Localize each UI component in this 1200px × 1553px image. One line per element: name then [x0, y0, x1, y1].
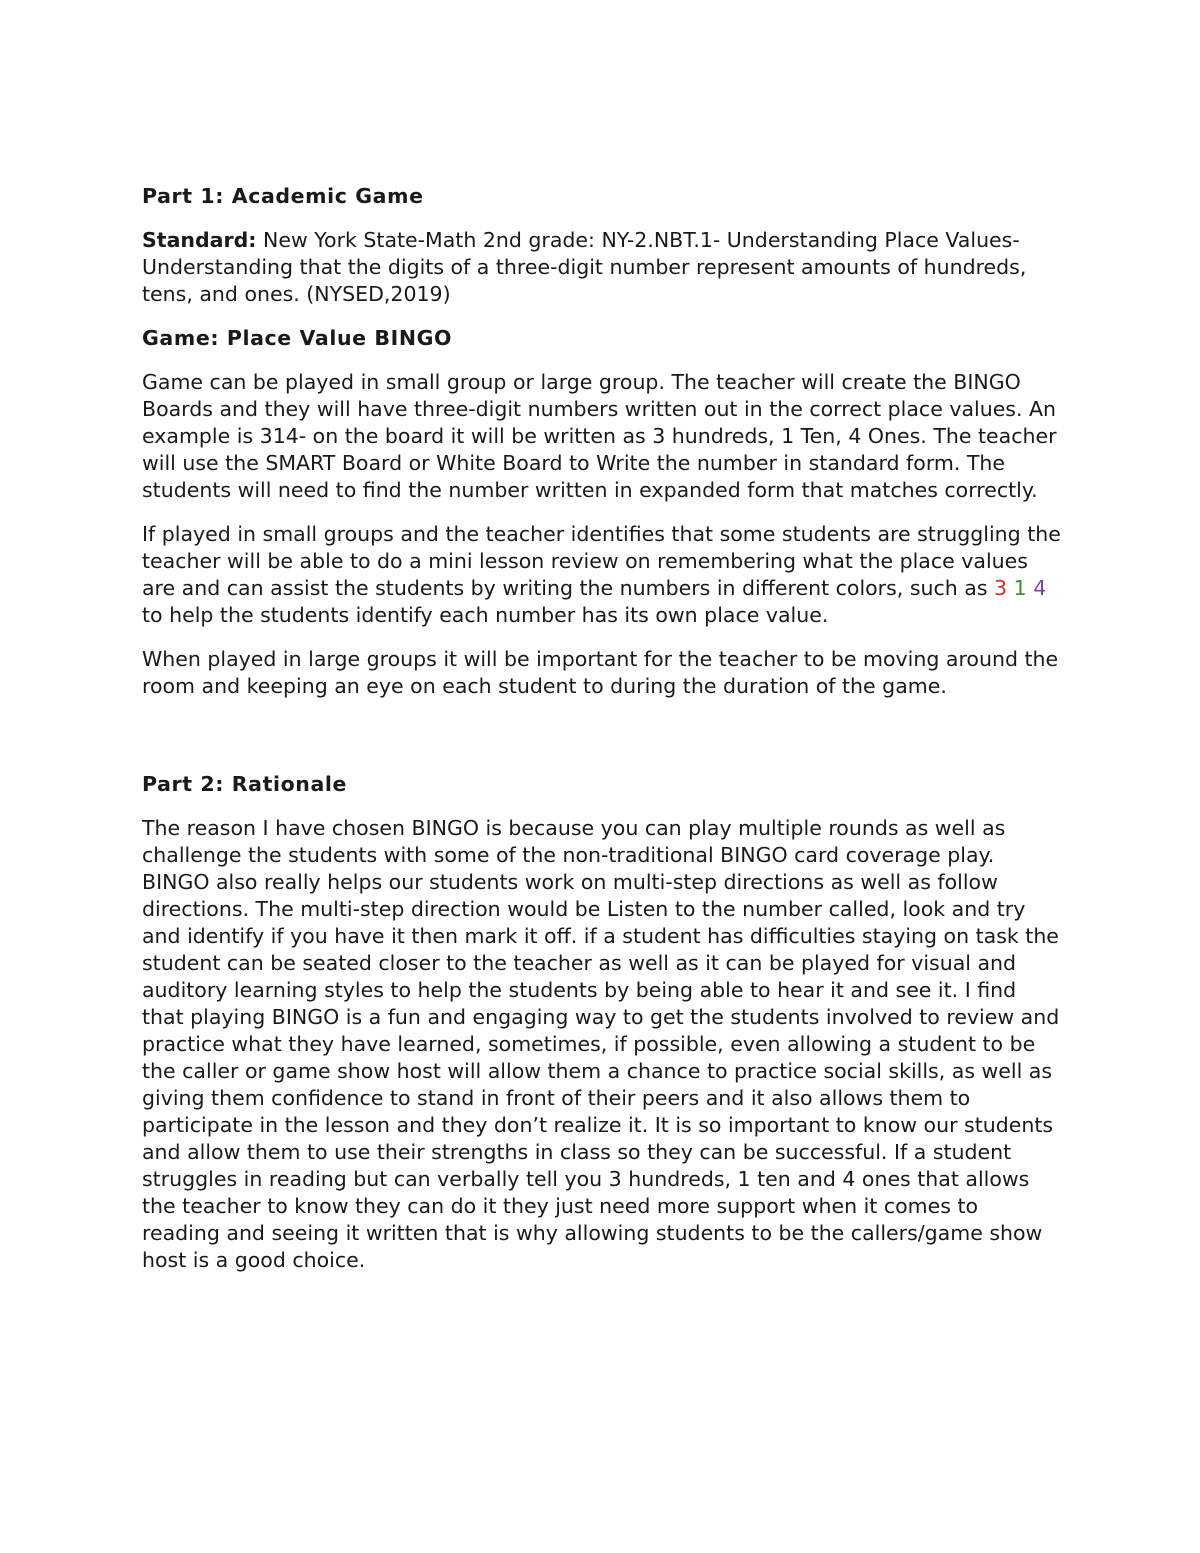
digit-ones: 4 [1033, 576, 1047, 600]
part2-heading: Part 2: Rationale [142, 772, 348, 796]
game-description-paragraph: Game can be played in small group or large group. The teacher will create the BINGO Boards and they will have three-digit numbers written out in the correct place values. An example is 314- on the board it will be written as 3 hundreds, 1 Ten, 4 Ones. The teacher will use the SMART Board or White Board to Write the number in standard form. The students will need to find the number written in expanded form that matches correctly. [142, 370, 1057, 502]
small-group-paragraph [142, 521, 1062, 629]
standard-paragraph [142, 227, 1062, 308]
small-group-text-start: If played in small groups and the teacher identifies that some students are struggling the teacher will be able to do a mini lesson review on remembering what the place values are and can assist the students by writing the numbers in different colors, such as [142, 522, 1061, 600]
digit-hundreds: 3 [994, 576, 1008, 600]
part1-heading: Part 1: Academic Game [142, 184, 424, 208]
rationale-paragraph: The reason I have chosen BINGO is because you can play multiple rounds as well as challenge the students with some of the non-traditional BINGO card coverage play. BINGO also really helps our students work on multi-step directions as well as follow directions. The multi-step direction would be Listen to the number called, look and try and identify if you have it then mark it off. if a student has difficulties staying on task the student can be seated closer to the teacher as well as it can be played for visual and auditory learning styles to help the students by being able to hear it and see it. I find that playing BINGO is a fun and engaging way to get the students involved to review and practice what they have learned, sometimes, if possible, even allowing a student to be the caller or game show host will allow them a chance to practice social skills, as well as giving them confidence to stand in front of their peers and it also allows them to participate in the lesson and they don’t realize it. It is so important to know our students and allow them to use their strengths in class so they can be successful. If a student struggles in reading but can verbally tell you 3 hundreds, 1 ten and 4 ones that allows the teacher to know they can do it they just need more support when it comes to reading and seeing it written that is why allowing students to be the callers/game show host is a good choice. [142, 816, 1060, 1272]
small-group-text-end: to help the students identify each number has its own place value. [142, 603, 829, 627]
digit-tens: 1 [1013, 576, 1027, 600]
large-group-paragraph: When played in large groups it will be important for the teacher to be moving around the room and keeping an eye on each student to during the duration of the game. [142, 647, 1059, 698]
document-page [142, 183, 1062, 1291]
game-heading: Game: Place Value BINGO [142, 326, 453, 350]
standard-text: New York State-Math 2nd grade: NY-2.NBT.1- Understanding Place Values- Understanding that the digits of a three-digit number represent amounts of hundreds, tens, and ones. (NYSED,2019) [142, 228, 1027, 306]
section-spacer [142, 717, 1062, 771]
standard-label: Standard: [142, 228, 257, 252]
